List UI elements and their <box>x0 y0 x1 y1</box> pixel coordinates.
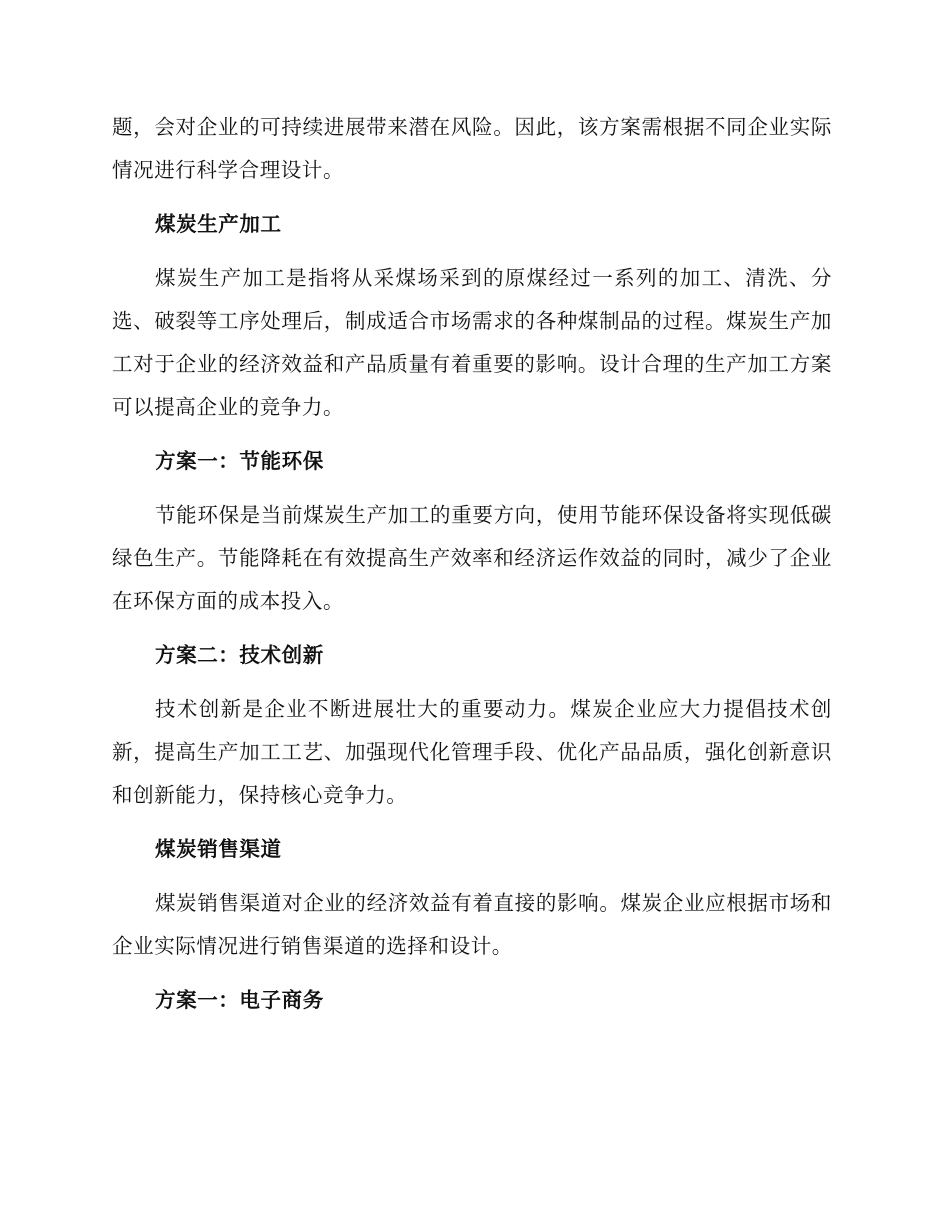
paragraph-energy-saving: 节能环保是当前煤炭生产加工的重要方向，使用节能环保设备将实现低碳绿色生产。节能降耗在有效提高生产效率和经济运作效益的同时，减少了企业在环保方面的成本投入。 <box>112 503 832 613</box>
paragraph-sales-channels: 煤炭销售渠道对企业的经济效益有着直接的影响。煤炭企业应根据市场和企业实际情况进行销售渠道的选择和设计。 <box>112 891 832 958</box>
heading-coal-processing: 煤炭生产加工 <box>155 212 282 236</box>
heading-plan-tech-innovation: 方案二：技术创新 <box>155 643 324 667</box>
heading-sales-channels: 煤炭销售渠道 <box>155 837 282 861</box>
paragraph-coal-processing: 煤炭生产加工是指将从采煤场采到的原煤经过一系列的加工、清洗、分选、破裂等工序处理后，制成适合市场需求的各种煤制品的过程。煤炭生产加工对于企业的经济效益和产品质量有着重要的影响。设计合理的生产加工方案可以提高企业的竞争力。 <box>112 266 832 419</box>
heading-plan-ecommerce: 方案一：电子商务 <box>155 988 324 1012</box>
document-body <box>112 106 832 1022</box>
paragraph-intro-continued: 题，会对企业的可持续进展带来潜在风险。因此，该方案需根据不同企业实际情况进行科学合理设计。 <box>112 115 832 182</box>
heading-plan-energy-saving: 方案一：节能环保 <box>155 449 324 473</box>
paragraph-tech-innovation: 技术创新是企业不断进展壮大的重要动力。煤炭企业应大力提倡技术创新，提高生产加工工艺、加强现代化管理手段、优化产品品质，强化创新意识和创新能力，保持核心竞争力。 <box>112 697 832 807</box>
